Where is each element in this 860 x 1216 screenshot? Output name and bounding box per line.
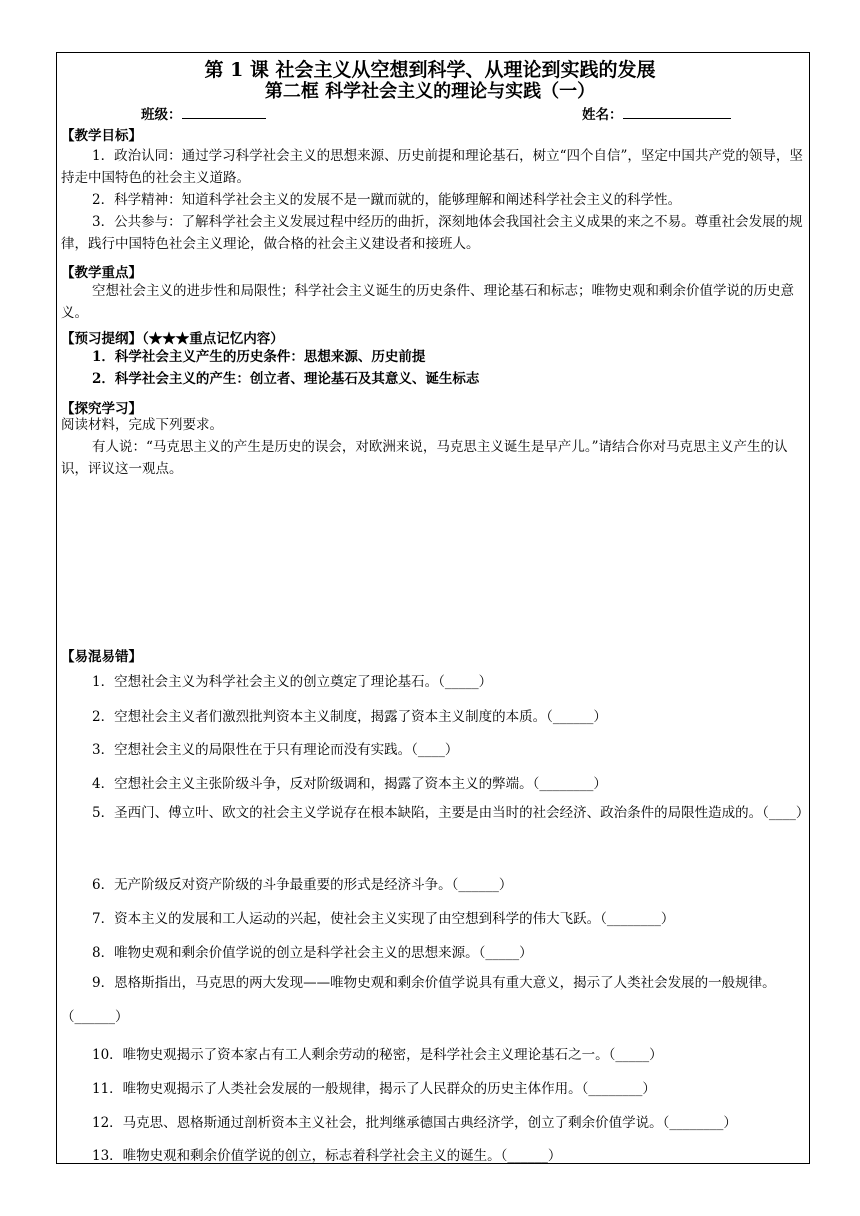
error-item: 4．空想社会主义主张阶级斗争，反对阶级调和，揭露了资本主义的弊端。（________） — [92, 776, 607, 792]
class-blank[interactable] — [182, 104, 266, 119]
goals-heading: 【教学目标】 — [61, 128, 142, 144]
inquiry-text: 有人说：“马克思主义的产生是历史的误会，对欧洲来说，马克思主义诞生是早产儿。”请结合你对马克思主义产生的认识，评议这一观点。 — [61, 439, 788, 477]
name-blank[interactable] — [623, 104, 731, 119]
inquiry-instruction: 阅读材料，完成下列要求。 — [61, 417, 223, 433]
lesson-subtitle: 第二框 科学社会主义的理论与实践（一） — [264, 81, 596, 102]
name-field — [582, 103, 731, 123]
error-item: 2．空想社会主义者们激烈批判资本主义制度，揭露了资本主义制度的本质。（______） — [92, 709, 607, 725]
class-label: 班级： — [141, 107, 182, 123]
outline-item: 1．科学社会主义产生的历史条件：思想来源、历史前提 — [92, 349, 426, 365]
error-item: 7．资本主义的发展和工人运动的兴起，使社会主义实现了由空想到科学的伟大飞跃。（________） — [92, 911, 675, 927]
outline-heading: 【预习提纲】（★★★重点记忆内容） — [61, 331, 284, 347]
error-item: 1．空想社会主义为科学社会主义的创立奠定了理论基石。（_____） — [92, 674, 493, 690]
inquiry-heading: 【探究学习】 — [61, 401, 142, 417]
goal-item: 1．政治认同：通过学习科学社会主义的思想来源、历史前提和理论基石，树立“四个自信”，坚定中国共产党的领导，坚持走中国特色的社会主义道路。 — [61, 148, 803, 186]
error-item: 6．无产阶级反对资产阶级的斗争最重要的形式是经济斗争。（______） — [92, 877, 513, 893]
outline-item: 2．科学社会主义的产生：创立者、理论基石及其意义、诞生标志 — [92, 371, 480, 387]
lesson-title: 第 1 课 社会主义从空想到科学、从理论到实践的发展 — [204, 59, 656, 81]
error-item: 3．空想社会主义的局限性在于只有理论而没有实践。（____） — [92, 742, 459, 758]
focus-heading: 【教学重点】 — [61, 265, 142, 281]
error-item: 5．圣西门、傅立叶、欧文的社会主义学说存在根本缺陷，主要是由当时的社会经济、政治条件的局限性造成的。（____） — [92, 805, 810, 821]
class-field — [141, 103, 266, 123]
error-item: 8．唯物史观和剩余价值学说的创立是科学社会主义的思想来源。（_____） — [92, 945, 533, 961]
errors-heading: 【易混易错】 — [61, 649, 142, 665]
focus-text: 空想社会主义的进步性和局限性；科学社会主义诞生的历史条件、理论基石和标志；唯物史观和剩余价值学说的历史意义。 — [61, 283, 794, 321]
name-label: 姓名： — [582, 107, 623, 123]
error-item: 12．马克思、恩格斯通过剖析资本主义社会，批判继承德国古典经济学，创立了剩余价值学说。（________） — [92, 1115, 737, 1131]
error-item: 10．唯物史观揭示了资本家占有工人剩余劳动的秘密，是科学社会主义理论基石之一。（_____） — [92, 1047, 663, 1063]
error-item: 11．唯物史观揭示了人类社会发展的一般规律，揭示了人民群众的历史主体作用。（________） — [92, 1081, 656, 1097]
error-item: 13．唯物史观和剩余价值学说的创立，标志着科学社会主义的诞生。（______） — [92, 1148, 562, 1164]
error-item: 9．恩格斯指出，马克思的两大发现——唯物史观和剩余价值学说具有重大意义，揭示了人类社会发展的一般规律。（______） — [61, 975, 776, 1025]
goal-item: 3．公共参与：了解科学社会主义发展过程中经历的曲折，深刻地体会我国社会主义成果的来之不易。尊重社会发展的规律，践行中国特色社会主义理论，做合格的社会主义建设者和接班人。 — [61, 214, 803, 252]
goal-item: 2．科学精神：知道科学社会主义的发展不是一蹴而就的，能够理解和阐述科学社会主义的科学性。 — [92, 192, 682, 208]
